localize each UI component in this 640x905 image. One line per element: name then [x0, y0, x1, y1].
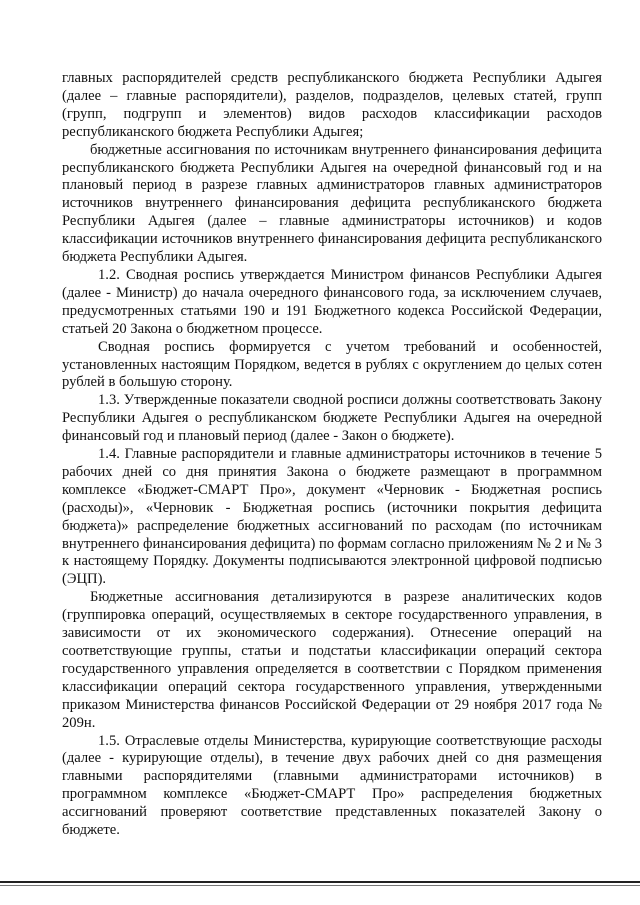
paragraph-1-3: 1.3. Утвержденные показатели сводной росписи должны соответствовать Закону Республики Адыгея о республиканском бюджете Республики Адыгея на очередной финансовый год и плановый период (далее - Закон о бюджете).: [62, 392, 602, 445]
paragraph-1-5: 1.5. Отраслевые отделы Министерства, курирующие соответствующие расходы (далее - курирующие отделы), в течение двух рабочих дней со дня размещения главными распорядителями (главными администраторами источников) в программном комплексе «Бюджет-СМАРТ Про» распределения бюджетных ассигнований проверяют соответствие представленных показателей Закону о бюджете.: [62, 732, 602, 839]
paragraph-classification-continuation: главных распорядителей средств республиканского бюджета Республики Адыгея (далее – главные распорядители), разделов, подразделов, целевых статей, групп (групп, подгрупп и элементов) видов расходов классификации расходов республиканского бюджета Республики Адыгея;: [62, 70, 602, 140]
page-bottom-edge-shadow: [0, 885, 640, 886]
paragraph-1-2: 1.2. Сводная роспись утверждается Министром финансов Республики Адыгея (далее - Министр) до начала очередного финансового года, за исключением случаев, предусмотренных статьями 190 и 191 Бюджетного кодекса Российской Федерации, статьей 20 Закона о бюджетном процессе.: [62, 266, 602, 337]
paragraph-rounding: Сводная роспись формируется с учетом требований и особенностей, установленных настоящим Порядком, ведется в рублях с округлением до целых сотен рублей в большую сторону.: [62, 338, 602, 391]
document-body: [62, 70, 602, 840]
paragraph-funding-sources: бюджетные ассигнования по источникам внутреннего финансирования дефицита республиканского бюджета Республики Адыгея на очередной финансовый год и на плановый период в разрезе главных администраторов главных администраторов источников внутреннего финансирования дефицита республиканского бюджета Республики Адыгея (далее – главные администраторы источников) и кодов классификации источников внутреннего финансирования дефицита республиканского бюджета Республики Адыгея.: [62, 141, 602, 266]
page-bottom-edge: [0, 881, 640, 883]
paragraph-1-4: 1.4. Главные распорядители и главные администраторы источников в течение 5 рабочих дней со дня принятия Закона о бюджете размещают в программном комплексе «Бюджет-СМАРТ Про», документ «Черновик - Бюджетная роспись (расходы)», «Черновик - Бюджетная роспись (источники покрытия дефицита бюджета)» распределение бюджетных ассигнований по расходам (по источникам внутреннего финансирования дефицита) по формам согласно приложениям № 2 и № 3 к настоящему Порядку. Документы подписываются электронной цифровой подписью (ЭЦП).: [62, 446, 602, 588]
paragraph-analytic-codes: Бюджетные ассигнования детализируются в разрезе аналитических кодов (группировка операций, осуществляемых в секторе государственного управления, в зависимости от их экономического содержания). Отнесение операций на соответствующие группы, статьи и подстатьи классификации операций сектора государственного управления определяется в соответствии с Порядком применения классификации операций сектора государственного управления, утвержденными приказом Министерства финансов Российской Федерации от 29 ноября 2017 года № 209н.: [62, 589, 602, 731]
